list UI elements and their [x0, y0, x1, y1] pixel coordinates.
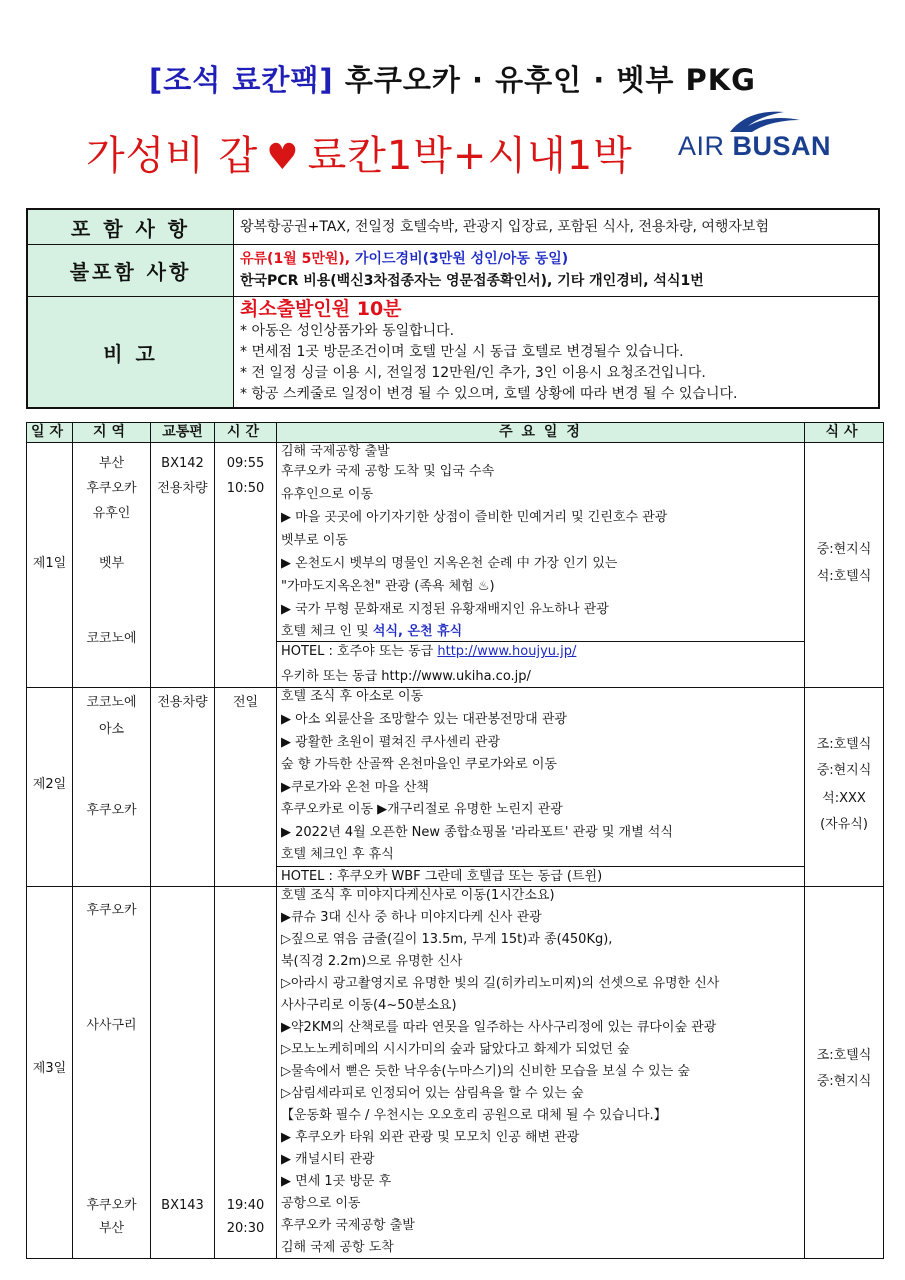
page-title [0, 58, 905, 99]
schedule-table [26, 422, 884, 1259]
excluded-label: 불포함 사항 [28, 245, 234, 296]
subtitle-a: 가성비 갑 [86, 133, 259, 179]
day1-itinerary: 김해 국제공항 출발 후쿠오카 국제 공항 도착 및 입국 수속 유후인으로 이동 ▶ 마을 곳곳에 아기자기한 상점이 즐비한 민예거리 및 긴린호수 관광 벳부로 이동 ▶ 온천도시 벳부의 명물인 지옥온천 순례 中 가장 인기 있는 "가마도지옥온천" 관광 (족욕 체험 ♨) ▶ 국가 무형 문화재로 지정된 유황재배지인 유노하나 관광 호텔 체크 인 및 석식, 온천 휴식 HOTEL : 호주야 또는 동급 http://www.houjyu.jp/ 우키하 또는 동급 http://www.ukiha.co.jp/ [277, 443, 805, 687]
included-label: 포 함 사 항 [28, 210, 234, 244]
excluded-text: 유류(1월 5만원), 가이드경비(3만원 성인/아동 동일) 한국PCR 비용(백신3차접종자는 영문접종확인서), 기타 개인경비, 석식1번 [240, 251, 704, 289]
min-departure: 최소출발인원 10분 [240, 298, 402, 320]
included-text: 왕복항공권+TAX, 전일정 호텔숙박, 관광지 입장료, 포함된 식사, 전용차량, 여행자보험 [240, 219, 769, 235]
remarks-label: 비 고 [28, 297, 234, 407]
air-busan-logo [672, 106, 832, 162]
title-main: 후쿠오카 · 유후인 · 벳부 PKG [344, 63, 756, 97]
day3-row: 제3일 후쿠오카 사사구리 후쿠오카 부산 BX143 19:40 20:30 호텔 조식 후 미야지다케신사로 이동(1시간소요) ▶큐슈 3대 신사 중 하나 미야지다케 신사 관광 ▷짚으로 엮음 금줄(길이 13.5m, 무게 15t)과 종(450Kg), 북(직경 2.2m)으로 유명한 신사 ▷아라시 광고촬영지로 유명한 빛의 길(히카리노미찌)의 선셋으로 유명한 신사 사사구리로 이동(4~50분소요) ▶약2KM의 산책로를 따라 연못을 일주하는 사사구리정에 있는 큐다이숲 관광 ▷모노노케히메의 시시가미의 숲과 닮았다고 화제가 되었던 숲 ▷물속에서 뻗은 듯한 낙우송(누마스기)의 신비한 모습을 보실 수 있는 숲 ▷삼림세라피로 인정되어 있는 삼림욕을 할 수 있는 숲 【운동화 필수 / 우천시는 오오호리 공원으로 대체 될 수 있습니다.】 ▶ 후쿠오카 타워 외관 관광 및 모모치 인공 해변 관광 ▶ 캐널시티 관광 ▶ 면세 1곳 방문 후 공항으로 이동 후쿠오카 국제공항 출발 김해 국제 공항 도착 조:호텔식 중:현지식 [27, 887, 883, 1258]
schedule-header: 일자 지역 교통편 시간 주 요 일 정 식사 [27, 423, 883, 443]
heart-icon: ♥ [266, 137, 300, 178]
day2-itinerary: 호텔 조식 후 아소로 이동 ▶ 아소 외륜산을 조망할수 있는 대관봉전망대 관광 ▶ 광활한 초원이 펼쳐진 쿠사센리 관광 숲 향 가득한 산골짝 온천마을인 쿠로가와로 이동 ▶쿠로가와 온천 마을 산책 후쿠오카로 이동 ▶개구리절로 유명한 노린지 관광 ▶ 2022년 4월 오픈한 New 종합쇼핑몰 '라라포트' 관광 및 개별 석식 호텔 체크인 후 휴식 HOTEL : 후쿠오카 WBF 그란데 호텔급 또는 동급 (트윈) [277, 688, 805, 886]
included-row [28, 210, 878, 245]
day2-row: 제2일 코코노에 아소 후쿠오카 전용차량 전일 호텔 조식 후 아소로 이동 ▶ 아소 외륜산을 조망할수 있는 대관봉전망대 관광 ▶ 광활한 초원이 펼쳐진 쿠사센리 관광 숲 향 가득한 산골짝 온천마을인 쿠로가와로 이동 ▶쿠로가와 온천 마을 산책 후쿠오카로 이동 ▶개구리절로 유명한 노린지 관광 ▶ 2022년 4월 오픈한 New 종합쇼핑몰 '라라포트' 관광 및 개별 석식 호텔 체크인 후 휴식 HOTEL : 후쿠오카 WBF 그란데 호텔급 또는 동급 (트윈) 조:호텔식 중:현지식 석:XXX (자유식) [27, 688, 883, 887]
logo-text: AIR BUSAN [678, 131, 832, 161]
info-table [26, 208, 880, 409]
title-bracket: [조석 료칸팩] [149, 63, 334, 97]
remarks-row [28, 297, 878, 407]
subtitle [86, 124, 633, 181]
remarks-text: 최소출발인원 10분 * 아동은 성인상품가와 동일합니다. * 면세점 1곳 방문조건이며 호텔 만실 시 동급 호텔로 변경될수 있습니다. * 전 일정 싱글 이용 시, 전일정 12만원/인 추가, 3인 이용시 요청조건입니다. * 항공 스케줄로 일정이 변경 될 수 있으며, 호텔 상황에 따라 변경 될 수 있습니다. [240, 297, 874, 405]
day3-itinerary: 호텔 조식 후 미야지다케신사로 이동(1시간소요) ▶큐슈 3대 신사 중 하나 미야지다케 신사 관광 ▷짚으로 엮음 금줄(길이 13.5m, 무게 15t)과 종(450Kg), 북(직경 2.2m)으로 유명한 신사 ▷아라시 광고촬영지로 유명한 빛의 길(히카리노미찌)의 선셋으로 유명한 신사 사사구리로 이동(4~50분소요) ▶약2KM의 산책로를 따라 연못을 일주하는 사사구리정에 있는 큐다이숲 관광 ▷모노노케히메의 시시가미의 숲과 닮았다고 화제가 되었던 숲 ▷물속에서 뻗은 듯한 낙우송(누마스기)의 신비한 모습을 보실 수 있는 숲 ▷삼림세라피로 인정되어 있는 삼림욕을 할 수 있는 숲 【운동화 필수 / 우천시는 오오호리 공원으로 대체 될 수 있습니다.】 ▶ 후쿠오카 타워 외관 관광 및 모모치 인공 해변 관광 ▶ 캐널시티 관광 ▶ 면세 1곳 방문 후 공항으로 이동 후쿠오카 국제공항 출발 김해 국제 공항 도착 [277, 887, 805, 1258]
day1-hotel: HOTEL : 호주야 또는 동급 http://www.houjyu.jp/ 우키하 또는 동급 http://www.ukiha.co.jp/ [277, 641, 804, 642]
subtitle-b: 료칸1박+시내1박 [307, 133, 633, 179]
hotel-link-houjyu[interactable]: http://www.houjyu.jp/ [437, 644, 577, 659]
excluded-row [28, 245, 878, 297]
day2-hotel: HOTEL : 후쿠오카 WBF 그란데 호텔급 또는 동급 (트윈) [277, 866, 804, 867]
day1-row: 제1일 부산 후쿠오카 유후인 벳부 코코노에 BX142 전용차량 09:55 10:50 김해 국제공항 출발 후쿠오카 국제 공항 도착 및 입국 수속 유후인으로 이동 ▶ 마을 곳곳에 아기자기한 상점이 즐비한 민예거리 및 긴린호수 관광 벳부로 이동 ▶ 온천도시 벳부의 명물인 지옥온천 순례 中 가장 인기 있는 "가마도지옥온천" 관광 (족욕 체험 ♨) ▶ 국가 무형 문화재로 지정된 유황재배지인 유노하나 관광 호텔 체크 인 및 석식, 온천 휴식 HOTEL : 호주야 또는 동급 http://www.houjyu.jp/ 우키하 또는 동급 http://www.ukiha.co.jp/ 중:현지식 석:호텔식 [27, 443, 883, 688]
